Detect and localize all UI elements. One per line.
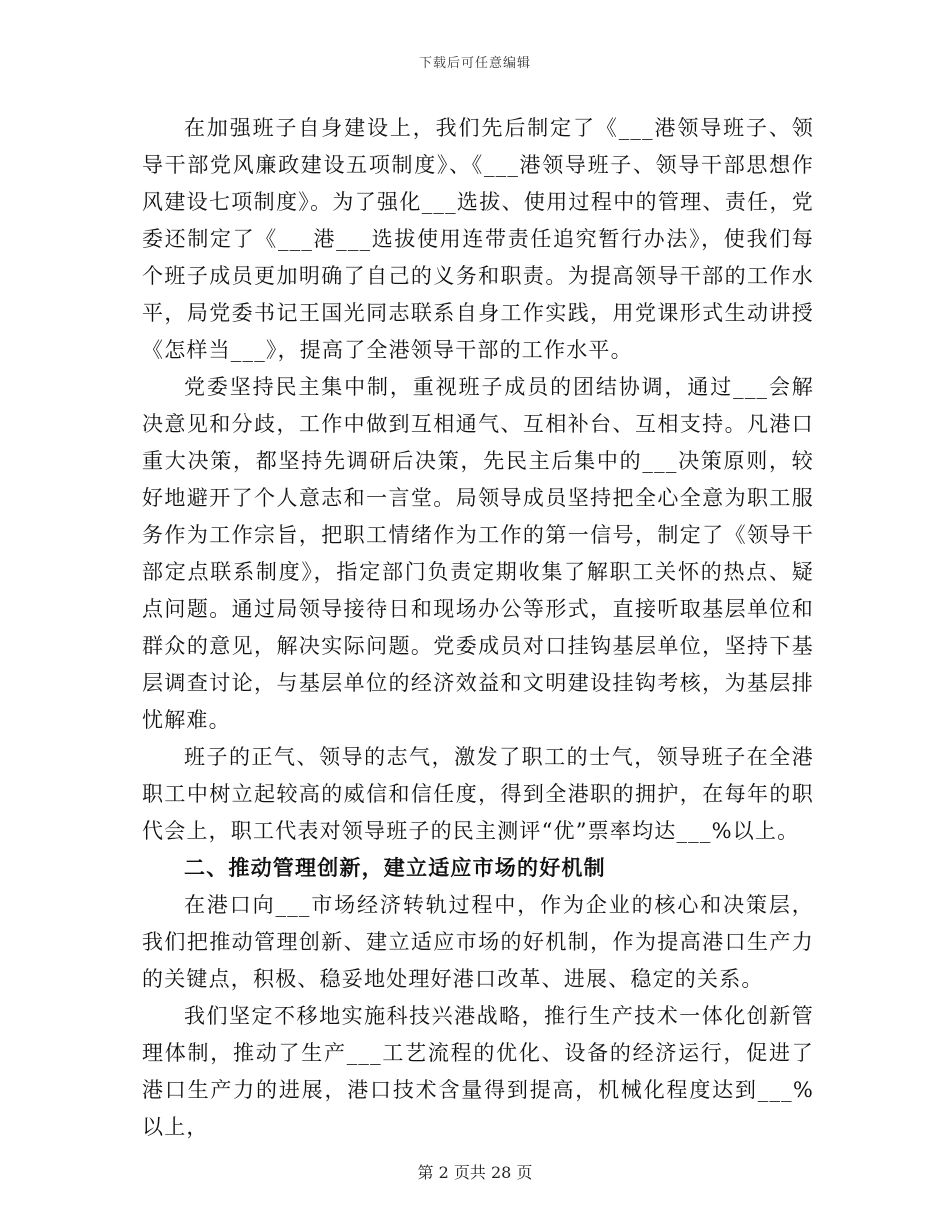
paragraph-2: 党委坚持民主集中制，重视班子成员的团结协调，通过___会解决意见和分歧，工作中做到互相通气、互相补台、互相支持。凡港口重大决策，都坚持先调研后决策，先民主后集中的___决策原则，较好地避开了个人意志和一言堂。局领导成员坚持把全心全意为职工服务作为工作宗旨，把职工情绪作为工作的第一信号，制定了《领导干部定点联系制度》，指定部门负责定期收集了解职工关怀的热点、疑点问题。通过局领导接待日和现场办公等形式，直接听取基层单位和群众的意见，解决实际问题。党委成员对口挂钩基层单位，坚持下基层调查讨论，与基层单位的经济效益和文明建设挂钩考核，为基层排忧解难。: [142, 375, 814, 732]
document-body: [142, 110, 814, 1146]
paragraph-1: 在加强班子自身建设上，我们先后制定了《___港领导班子、领导干部党风廉政建设五项制度》、《___港领导班子、领导干部思想作风建设七项制度》。为了强化___选拔、使用过程中的管理、责任，党委还制定了《___港___选拔使用连带责任追究暂行办法》，使我们每个班子成员更加明确了自己的义务和职责。为提高领导干部的工作水平，局党委书记王国光同志联系自身工作实践，用党课形式生动讲授《怎样当___》，提高了全港领导干部的工作水平。: [142, 116, 814, 362]
page-number: 第 2 页共 28 页: [417, 1163, 533, 1182]
section-heading: 二、推动管理创新，建立适应市场的好机制: [184, 856, 606, 880]
paragraph-3: 班子的正气、领导的志气，激发了职工的士气，领导班子在全港职工中树立起较高的威信和信任度，得到全港职的拥护，在每年的职代会上，职工代表对领导班子的民主测评“优”票率均达___%以上。: [142, 745, 814, 843]
paragraph-4: 在港口向___市场经济转轨过程中，作为企业的核心和决策层，我们把推动管理创新、建立适应市场的好机制，作为提高港口生产力的关键点，积极、稳妥地处理好港口改革、进展、稳定的关系。: [142, 893, 814, 991]
paragraph-5: 我们坚定不移地实施科技兴港战略，推行生产技术一体化创新管理体制，推动了生产___工艺流程的优化、设备的经济运行，促进了港口生产力的进展，港口技术含量得到提高，机械化程度达到___%以上，: [142, 1004, 814, 1139]
page-header: 下载后可任意编辑: [418, 56, 531, 71]
